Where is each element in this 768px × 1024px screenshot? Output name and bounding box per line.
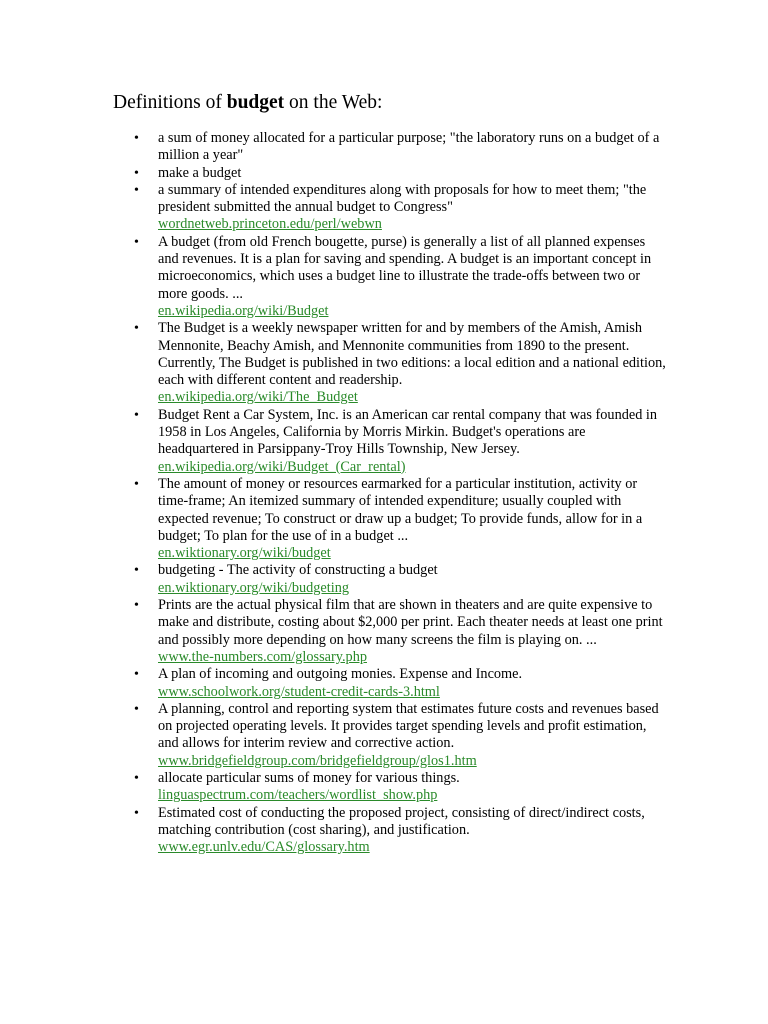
- definition-item: [134, 130, 668, 165]
- definition-text: A budget (from old French bougette, purse) is generally a list of all planned expenses and revenues. It is a plan for saving and spending. A budget is an important concept in microeconomics, which uses a budget line to illustrate the trade-offs between two or more goods. ...: [158, 233, 652, 302]
- definition-item: [134, 666, 668, 701]
- definition-item: [134, 769, 668, 805]
- definition-item: [134, 233, 668, 320]
- definition-text: allocate particular sums of money for various things.: [158, 769, 460, 786]
- source-link[interactable]: linguaspectrum.com/teachers/wordlist_show.php: [158, 787, 438, 804]
- definition-text: A planning, control and reporting system that estimates future costs and revenues based on projected operating levels. It provides target spending levels and profit estimation, and allows for interim review and corrective action.: [158, 700, 659, 752]
- bullet-icon: •: [134, 407, 139, 423]
- definition-list: [134, 130, 668, 856]
- source-link[interactable]: en.wiktionary.org/wiki/budgeting: [158, 579, 349, 596]
- definition-item: [134, 475, 668, 562]
- definition-item: [134, 181, 668, 234]
- title-term: budget: [226, 92, 285, 113]
- source-link[interactable]: www.egr.unlv.edu/CAS/glossary.htm: [158, 839, 370, 856]
- bullet-icon: •: [134, 805, 139, 821]
- definition-text: make a budget: [158, 164, 242, 181]
- definition-text: A plan of incoming and outgoing monies. Expense and Income.: [158, 666, 523, 683]
- definition-item: [134, 597, 668, 666]
- source-link[interactable]: www.the-numbers.com/glossary.php: [158, 648, 367, 665]
- definition-item: [134, 320, 668, 406]
- source-link[interactable]: en.wiktionary.org/wiki/budget: [158, 545, 331, 562]
- definition-item: [134, 804, 668, 857]
- definition-text: The Budget is a weekly newspaper written for and by members of the Amish, Amish Mennonite, Beachy Amish, and Mennonite communities from 1890 to the present. Currently, The Budget is published in two editions: a local edition and a national edition, each with different content and readership.: [158, 320, 666, 389]
- definition-text: a summary of intended expenditures along with proposals for how to meet them; "the president submitted the annual budget to Congress": [158, 181, 647, 216]
- definition-text: budgeting - The activity of constructing a budget: [158, 562, 438, 579]
- definition-item: [134, 562, 668, 597]
- source-link[interactable]: en.wikipedia.org/wiki/Budget_(Car_rental): [158, 458, 406, 475]
- bullet-icon: •: [134, 563, 139, 579]
- source-link[interactable]: www.schoolwork.org/student-credit-cards-3.html: [158, 683, 440, 700]
- bullet-icon: •: [134, 321, 139, 337]
- bullet-icon: •: [134, 770, 139, 786]
- bullet-icon: •: [134, 165, 139, 181]
- definition-item: [134, 164, 668, 182]
- bullet-icon: •: [134, 234, 139, 250]
- definition-text: The amount of money or resources earmarked for a particular institution, activity or time-frame; An itemized summary of intended expenditure; usually coupled with expected revenue; To construct or draw up a budget; To provide funds, allow for in a budget; To plan for the use of in a budget ...: [158, 475, 643, 544]
- bullet-icon: •: [134, 476, 139, 492]
- bullet-icon: •: [134, 182, 139, 198]
- bullet-icon: •: [134, 131, 139, 146]
- bullet-icon: •: [134, 701, 139, 717]
- source-link[interactable]: wordnetweb.princeton.edu/perl/webwn: [158, 216, 382, 233]
- bullet-icon: •: [134, 667, 139, 683]
- bullet-icon: •: [134, 598, 139, 614]
- definition-text: Budget Rent a Car System, Inc. is an American car rental company that was founded in 1958 in Los Angeles, California by Morris Mirkin. Budget's operations are headquartered in Parsippany-Troy Hills Township, New Jersey.: [158, 406, 658, 458]
- definition-text: Estimated cost of conducting the proposed project, consisting of direct/indirect costs, matching contribution (cost sharing), and justification.: [158, 804, 645, 838]
- title-suffix: on the Web:: [284, 92, 383, 113]
- page-title: [113, 90, 382, 116]
- source-link[interactable]: en.wikipedia.org/wiki/Budget: [158, 302, 329, 319]
- source-link[interactable]: en.wikipedia.org/wiki/The_Budget: [158, 389, 358, 406]
- definition-text: a sum of money allocated for a particular purpose; "the laboratory runs on a budget of a million a year": [158, 130, 660, 164]
- definition-item: [134, 700, 668, 770]
- definition-text: Prints are the actual physical film that are shown in theaters and are quite expensive to make and distribute, costing about $2,000 per print. Each theater needs at least one print and possibly more depending on how many screens the film is playing on. ...: [158, 597, 663, 648]
- definition-item: [134, 406, 668, 476]
- title-prefix: Definitions of: [113, 92, 227, 113]
- source-link[interactable]: www.bridgefieldgroup.com/bridgefieldgroup/glos1.htm: [158, 752, 477, 769]
